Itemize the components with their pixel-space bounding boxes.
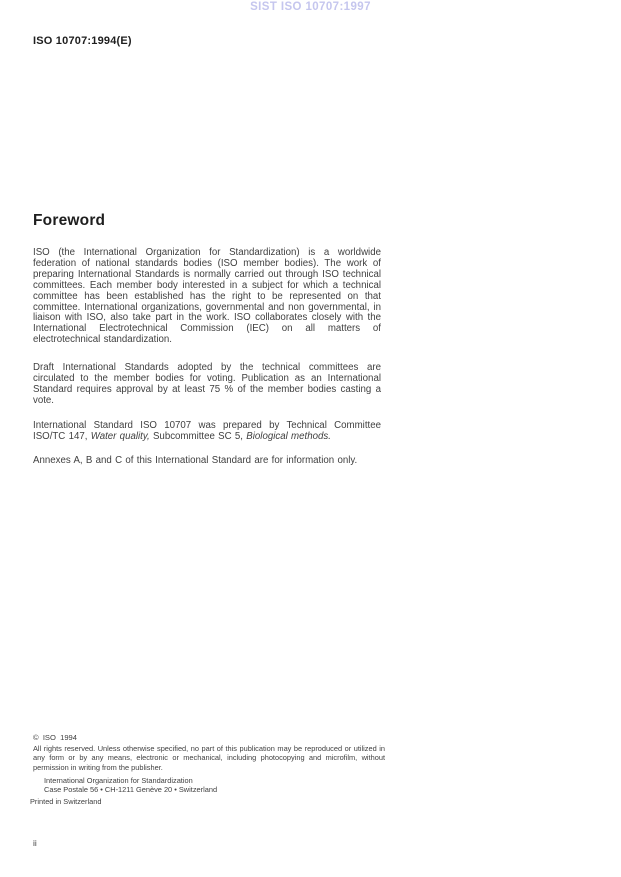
paragraph-annexes-note: Annexes A, B and C of this International Standard are for information only.: [33, 455, 358, 466]
committee-text-part1: International Standard ISO 10707 was prepared by Technical Committee ISO/TC 147,: [33, 420, 381, 442]
copyright-line: © ISO 1994: [33, 733, 78, 742]
paragraph-iso-description: ISO (the International Organization for Standardization) is a worldwide federation of national standards bodies (ISO member bodies). The work of preparing International Standards is normally carried out through ISO technical committees. Each member body interested in a subject for which a technical committee has been established has the right to be represented on that committee. International organizations, governmental and non governmental, in liaison with ISO, also take part in the work. ISO collaborates closely with the International Electrotechnical Commission (IEC) on all matters of electrotechnical standardization.: [33, 247, 381, 346]
page-number: ii: [33, 838, 37, 848]
publisher-address: Case Postale 56 • CH-1211 Genève 20 • Switzerland: [44, 785, 218, 794]
section-heading-foreword: Foreword: [33, 212, 106, 229]
committee-text-part2: Subcommittee SC 5,: [149, 430, 247, 442]
document-reference: ISO 10707:1994(E): [33, 35, 132, 47]
publisher-name: International Organization for Standardization: [44, 776, 193, 785]
rights-reserved-text: All rights reserved. Unless otherwise specified, no part of this publication may be reproduced or utilized in any form or by any means, electronic or mechanical, including photocopying and microfilm, without permission in writing from the publisher.: [33, 744, 385, 772]
paragraph-technical-committee: [33, 421, 381, 443]
committee-italic-water-quality: Water quality,: [90, 430, 150, 442]
paragraph-draft-standards: Draft International Standards adopted by the technical committees are circulated to the member bodies for voting. Publication as an International Standard requires approval by at least 75 % of the member bodies casting a vote.: [33, 362, 381, 406]
printed-in-note: Printed in Switzerland: [30, 797, 102, 806]
committee-italic-biological-methods: Biological methods.: [246, 430, 331, 442]
watermark-text: SIST ISO 10707:1997: [250, 1, 371, 13]
